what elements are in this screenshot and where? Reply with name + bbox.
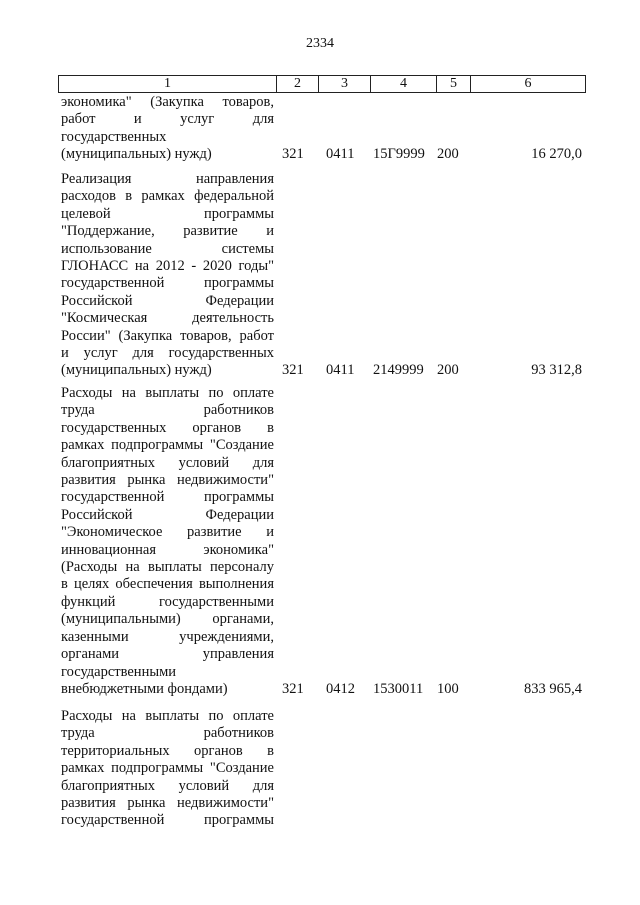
description-line: целевой программы xyxy=(61,205,274,222)
description-line: (Расходы на выплаты персоналу xyxy=(61,559,274,576)
row-description xyxy=(61,94,274,164)
col4-value: 15Г9999 xyxy=(373,146,425,162)
description-line: рамках подпрограммы "Создание xyxy=(61,760,274,777)
col6-value: 833 965,4 xyxy=(524,681,582,697)
description-line: ГЛОНАСС на 2012 - 2020 годы" xyxy=(61,258,274,275)
description-line: расходов в рамках федеральной xyxy=(61,188,274,205)
header-col-1: 1 xyxy=(58,76,276,92)
description-line: казенными учреждениями, xyxy=(61,628,274,645)
description-line: инновационная экономика" xyxy=(61,541,274,558)
description-line: развития рынка недвижимости" xyxy=(61,472,274,489)
description-line: в целях обеспечения выполнения xyxy=(61,576,274,593)
col3-value: 0412 xyxy=(326,681,355,697)
row-description xyxy=(61,171,274,380)
description-line: государственной программы xyxy=(61,275,274,292)
description-line: "Поддержание, развитие и xyxy=(61,223,274,240)
row-description xyxy=(61,708,274,830)
col5-value: 200 xyxy=(437,362,459,378)
description-line: Российской Федерации xyxy=(61,506,274,523)
header-col-6: 6 xyxy=(470,76,586,92)
col4-value: 1530011 xyxy=(373,681,424,697)
description-line: рамках подпрограммы "Создание xyxy=(61,437,274,454)
col3-value: 0411 xyxy=(326,146,355,162)
col4-value: 2149999 xyxy=(373,362,424,378)
description-line: государственных органов в xyxy=(61,419,274,436)
col2-value: 321 xyxy=(282,681,304,697)
description-line: (муниципальных) нужд) xyxy=(61,362,212,379)
header-col-3: 3 xyxy=(318,76,370,92)
description-line: функций государственными xyxy=(61,593,274,610)
description-line: Расходы на выплаты по оплате xyxy=(61,708,274,724)
col6-value: 16 270,0 xyxy=(531,146,582,162)
col6-value: 93 312,8 xyxy=(531,362,582,378)
description-line: государственными xyxy=(61,663,177,680)
description-line: (муниципальных) нужд) xyxy=(61,146,212,163)
description-line: России" (Закупка товаров, работ xyxy=(61,327,274,344)
description-line: "Космическая деятельность xyxy=(61,310,274,327)
col5-value: 100 xyxy=(437,681,459,697)
description-line: Российской Федерации xyxy=(61,292,274,309)
col2-value: 321 xyxy=(282,146,304,162)
table-header xyxy=(58,75,586,93)
description-line: благоприятных условий для xyxy=(61,454,274,471)
row-description xyxy=(61,385,274,698)
description-line: государственной программы xyxy=(61,489,274,506)
description-line: и услуг для государственных xyxy=(61,345,274,362)
description-line: (муниципальными) органами, xyxy=(61,611,274,628)
page-number: 2334 xyxy=(306,36,334,51)
description-line: работ и услуг для xyxy=(61,111,274,128)
description-line: органами управления xyxy=(61,646,274,663)
col3-value: 0411 xyxy=(326,362,355,378)
description-line: экономика" (Закупка товаров, xyxy=(61,94,274,110)
description-line: "Экономическое развитие и xyxy=(61,524,274,541)
description-line: государственной программы xyxy=(61,812,274,829)
description-line: благоприятных условий для xyxy=(61,777,274,794)
description-line: Реализация направления xyxy=(61,171,274,187)
header-col-4: 4 xyxy=(370,76,436,92)
description-line: использование системы xyxy=(61,240,274,257)
col5-value: 200 xyxy=(437,146,459,162)
description-line: территориальных органов в xyxy=(61,742,274,759)
header-col-5: 5 xyxy=(436,76,470,92)
description-line: внебюджетными фондами) xyxy=(61,680,228,697)
description-line: развития рынка недвижимости" xyxy=(61,795,274,812)
col2-value: 321 xyxy=(282,362,304,378)
description-line: труда работников xyxy=(61,402,274,419)
header-col-2: 2 xyxy=(276,76,318,92)
description-line: Расходы на выплаты по оплате xyxy=(61,385,274,401)
description-line: труда работников xyxy=(61,725,274,742)
description-line: государственных xyxy=(61,128,167,145)
